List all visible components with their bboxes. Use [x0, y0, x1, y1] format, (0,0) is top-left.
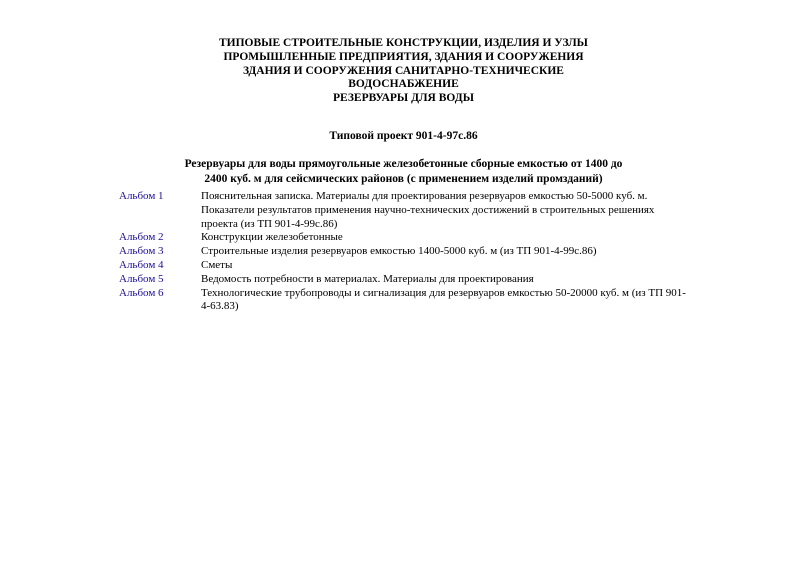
- album-1-link[interactable]: Альбом 1: [119, 190, 164, 202]
- album-list: [119, 190, 699, 314]
- album-1-description: [201, 190, 691, 231]
- heading-line-reservoirs: РЕЗЕРВУАРЫ ДЛЯ ВОДЫ: [333, 92, 474, 105]
- album-row-6: [119, 287, 699, 315]
- album-row-4: [119, 259, 699, 273]
- album-2-link[interactable]: Альбом 2: [119, 231, 164, 244]
- album-3-description-line-1: Строительные изделия резервуаров емкостью 1400-5000 куб. м (из ТП 901-4-99с.86): [201, 245, 597, 258]
- album-1-description-line-3: проекта (из ТП 901-4-99с.86): [201, 217, 338, 230]
- heading-line-series: ТИПОВЫЕ СТРОИТЕЛЬНЫЕ КОНСТРУКЦИИ, ИЗДЕЛИЯ И УЗЛЫ: [219, 37, 588, 49]
- album-row-1: [119, 190, 699, 231]
- album-6-link[interactable]: Альбом 6: [119, 286, 164, 299]
- album-2-description: [201, 231, 691, 245]
- project-title: [0, 157, 807, 186]
- album-3-description: [201, 245, 691, 259]
- heading-line-industrial: ПРОМЫШЛЕННЫЕ ПРЕДПРИЯТИЯ, ЗДАНИЯ И СООРУЖЕНИЯ: [223, 50, 584, 63]
- album-3-link[interactable]: Альбом 3: [119, 245, 164, 258]
- heading-line-sanitary: ЗДАНИЯ И СООРУЖЕНИЯ САНИТАРНО-ТЕХНИЧЕСКИЕ: [243, 64, 564, 77]
- album-6-description-line-2: 4-63.83): [201, 300, 239, 313]
- album-4-description-line-1: Сметы: [201, 258, 233, 271]
- project-code: Типовой проект 901-4-97с.86: [329, 130, 478, 142]
- album-1-description-line-1: Пояснительная записка. Материалы для проектирования резервуаров емкостью 50-5000 куб. м.: [201, 190, 648, 202]
- heading-line-water-supply: ВОДОСНАБЖЕНИЕ: [348, 78, 459, 91]
- project-title-line-2: 2400 куб. м для сейсмических районов (с применением изделий промзданий): [204, 172, 603, 185]
- album-row-2: [119, 231, 699, 245]
- document-heading: [0, 37, 807, 106]
- album-5-link[interactable]: Альбом 5: [119, 272, 164, 285]
- album-6-description-line-1: Технологические трубопроводы и сигнализация для резервуаров емкостью 50-20000 куб. м (из ТП 901-: [201, 286, 686, 299]
- album-6-description: [201, 287, 691, 315]
- album-2-description-line-1: Конструкции железобетонные: [201, 231, 343, 244]
- project-title-line-1: Резервуары для воды прямоугольные железобетонные сборные емкостью от 1400 до: [184, 158, 623, 170]
- album-5-description-line-1: Ведомость потребности в материалах. Материалы для проектирования: [201, 272, 534, 285]
- album-4-link[interactable]: Альбом 4: [119, 258, 164, 271]
- album-5-description: [201, 273, 691, 287]
- album-row-5: [119, 273, 699, 287]
- album-1-description-line-2: Показатели результатов применения научно-технических достижений в строительных решениях: [201, 203, 655, 216]
- album-row-3: [119, 245, 699, 259]
- album-4-description: [201, 259, 691, 273]
